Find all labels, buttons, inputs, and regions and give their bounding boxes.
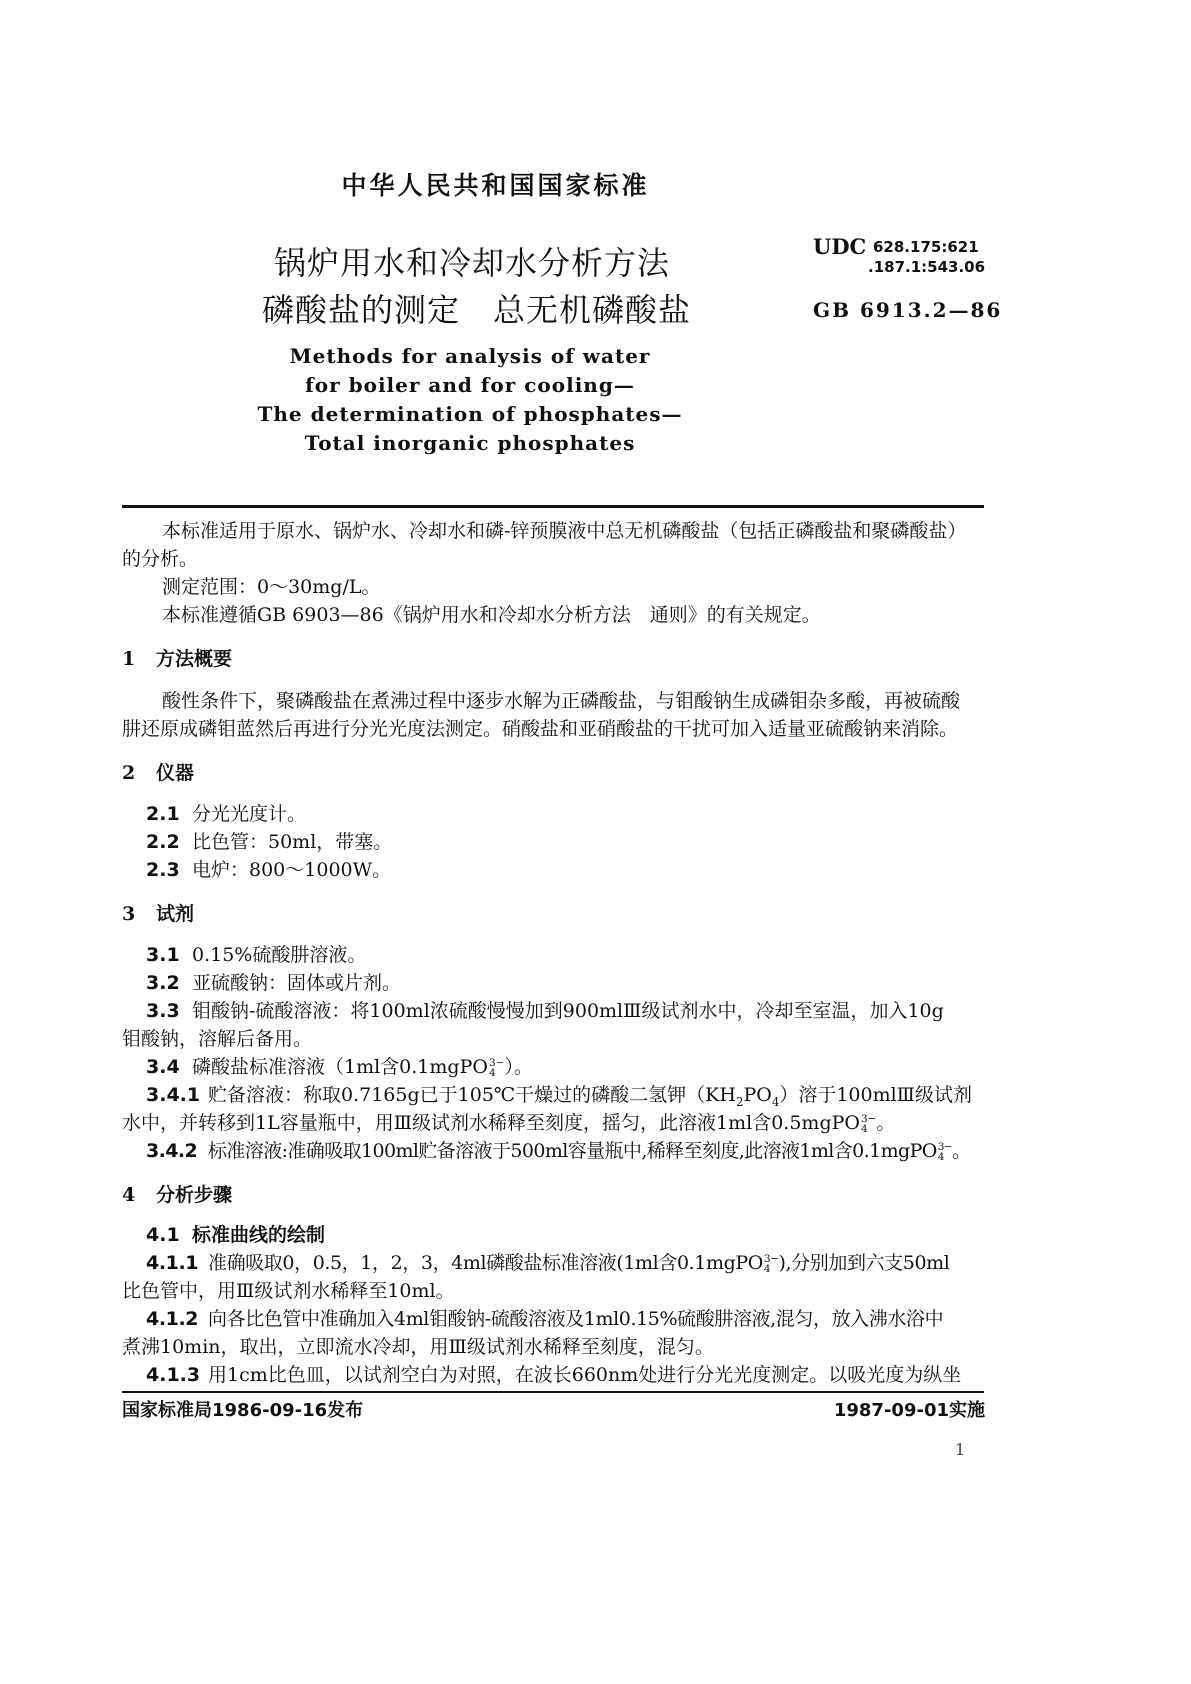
item-text: PO [743, 1084, 772, 1106]
section-number: 4 [122, 1184, 136, 1206]
item-text-tail: ),分别加到六支50ml [778, 1252, 950, 1274]
ion-subscript: 4 [937, 1151, 944, 1163]
section-number: 1 [122, 648, 136, 670]
item-number: 3.1 [146, 944, 180, 966]
item-text: 向各比色管中准确加入4ml钼酸钠-硫酸溶液及1ml0.15%硫酸肼溶液,混匀，放入沸水浴中 [208, 1308, 944, 1330]
gb-code: GB 6913.2—86 [813, 298, 1003, 322]
section-number: 3 [122, 903, 136, 925]
item-text: 亚硫酸钠：固体或片剂。 [192, 972, 402, 994]
item-4-1-2 [146, 1304, 943, 1331]
subsection-title: 标准曲线的绘制 [192, 1224, 326, 1246]
section-title: 试剂 [156, 903, 195, 925]
item-3-2 [146, 968, 401, 995]
cn-title-line2: 磷酸盐的测定 总无机磷酸盐 [262, 291, 692, 329]
issue-date: 国家标准局1986-09-16发布 [122, 1400, 364, 1421]
top-rule [122, 505, 984, 508]
item-number: 3.3 [146, 1000, 180, 1022]
national-standard-title: 中华人民共和国国家标准 [341, 171, 650, 200]
en-title-line1: Methods for analysis of water [289, 344, 651, 368]
o-subscript: 4 [771, 1095, 780, 1109]
item-text-tail: 。 [876, 1112, 896, 1134]
item-number: 4.1.2 [146, 1308, 199, 1330]
en-title-line3: The determination of phosphates— [257, 402, 683, 426]
item-number: 3.4.2 [146, 1140, 198, 1162]
phosphate-ion-script [764, 1254, 779, 1275]
ion-charge: 3− [860, 1112, 877, 1125]
item-text: 0.15%硫酸肼溶液。 [192, 944, 367, 966]
item-2-2 [146, 827, 392, 854]
intro-p1b: 的分析。 [122, 548, 199, 570]
section-title: 分析步骤 [156, 1184, 233, 1206]
item-4-1-1-cont: 比色管中，用Ⅲ级试剂水稀释至10ml。 [122, 1280, 455, 1302]
intro-p1a: 本标准适用于原水、锅炉水、冷却水和磷-锌预膜液中总无机磷酸盐（包括正磷酸盐和聚磷酸盐） [162, 520, 967, 542]
item-3-4 [146, 1052, 533, 1079]
item-text: 准确吸取0，0.5，1，2，3，4ml磷酸盐标准溶液(1ml含0.1mgPO [208, 1252, 763, 1274]
item-text: 用1cm比色皿，以试剂空白为对照，在波长660nm处进行分光光度测定。以吸光度为纵坐 [208, 1364, 962, 1386]
en-title-line2: for boiler and for cooling— [305, 373, 635, 397]
item-3-4-1 [146, 1080, 972, 1107]
ion-subscript: 4 [488, 1067, 496, 1079]
udc-label: UDC [813, 234, 867, 259]
item-number: 4.1.1 [146, 1252, 199, 1274]
subsection-4-1-heading [146, 1220, 325, 1247]
item-4-1-3 [146, 1360, 961, 1387]
phosphate-ion-script [938, 1142, 952, 1163]
item-text-tail: 。 [951, 1140, 971, 1162]
item-2-3 [146, 855, 391, 882]
ion-charge: 3− [937, 1140, 952, 1153]
en-title-line4: Total inorganic phosphates [304, 431, 636, 455]
item-text: 水中，并转移到1L容量瓶中，用Ⅲ级试剂水稀释至刻度，摇匀，此溶液1ml含0.5mgPO [122, 1112, 860, 1134]
intro-p2: 测定范围：0～30mg/L。 [162, 576, 381, 598]
item-text: 贮备溶液：称取0.7165g已于105℃干燥过的磷酸二氢钾（KH [208, 1084, 736, 1106]
bottom-rule [122, 1391, 984, 1393]
item-text: ）溶于100mlⅢ级试剂 [779, 1084, 972, 1106]
item-number: 2.1 [146, 803, 180, 825]
item-2-1 [146, 799, 306, 826]
phosphate-ion-script [489, 1058, 504, 1079]
item-4-1-1 [146, 1248, 949, 1275]
item-text: 标准溶液:准确吸取100ml贮备溶液于500ml容量瓶中,稀释至刻度,此溶液1ml含0.1mgPO [208, 1140, 937, 1162]
udc-line1: 628.175:621 [873, 238, 979, 256]
item-4-1-2-cont: 煮沸10min，取出，立即流水冷却，用Ⅲ级试剂水稀释至刻度，混匀。 [122, 1336, 714, 1358]
cn-title-line1: 锅炉用水和冷却水分析方法 [274, 244, 671, 282]
ion-subscript: 4 [763, 1263, 771, 1275]
phosphate-ion-script [861, 1114, 876, 1135]
section-1-heading [122, 644, 232, 671]
item-number: 3.4.1 [146, 1084, 201, 1106]
udc-line2: .187.1:543.06 [868, 258, 986, 276]
ion-charge: 3− [488, 1056, 505, 1069]
item-text: 比色管：50ml，带塞。 [192, 831, 393, 853]
section-4-heading [122, 1180, 232, 1207]
section-2-heading [122, 758, 194, 785]
item-3-1 [146, 940, 366, 967]
item-3-3-cont: 钼酸钠，溶解后备用。 [122, 1028, 313, 1050]
item-number: 4.1 [146, 1224, 180, 1246]
item-number: 2.3 [146, 859, 180, 881]
item-text: 钼酸钠-硫酸溶液：将100ml浓硫酸慢慢加到900mlⅢ级试剂水中，冷却至室温，加入10g [192, 1000, 944, 1022]
effective-date: 1987-09-01实施 [833, 1400, 985, 1421]
section-3-heading [122, 899, 194, 926]
item-number: 4.1.3 [146, 1364, 201, 1386]
item-3-4-2 [146, 1136, 970, 1163]
page-number: 1 [955, 1440, 966, 1459]
item-3-4-1-cont [122, 1108, 895, 1135]
section-title: 仪器 [156, 762, 195, 784]
section-number: 2 [122, 762, 136, 784]
item-text: 磷酸盐标准溶液（1ml含0.1mgPO [192, 1056, 488, 1078]
ion-subscript: 4 [860, 1123, 868, 1135]
section-title: 方法概要 [156, 648, 233, 670]
item-text: 分光光度计。 [192, 803, 307, 825]
s1-p-a: 酸性条件下，聚磷酸盐在煮沸过程中逐步水解为正磷酸盐，与钼酸钠生成磷钼杂多酸，再被硫酸 [162, 690, 961, 712]
item-number: 3.4 [146, 1056, 180, 1078]
item-text-tail: ）。 [504, 1056, 533, 1078]
s1-p-b: 肼还原成磷钼蓝然后再进行分光光度法测定。硝酸盐和亚硝酸盐的干扰可加入适量亚硫酸钠来消除。 [122, 718, 959, 740]
item-number: 2.2 [146, 831, 180, 853]
h-subscript: 2 [735, 1095, 744, 1109]
ion-charge: 3− [763, 1252, 779, 1265]
intro-p3: 本标准遵循GB 6903—86《锅炉用水和冷却水分析方法 通则》的有关规定。 [162, 604, 821, 626]
item-number: 3.2 [146, 972, 180, 994]
item-text: 电炉：800～1000W。 [192, 859, 392, 881]
item-3-3 [146, 996, 944, 1023]
